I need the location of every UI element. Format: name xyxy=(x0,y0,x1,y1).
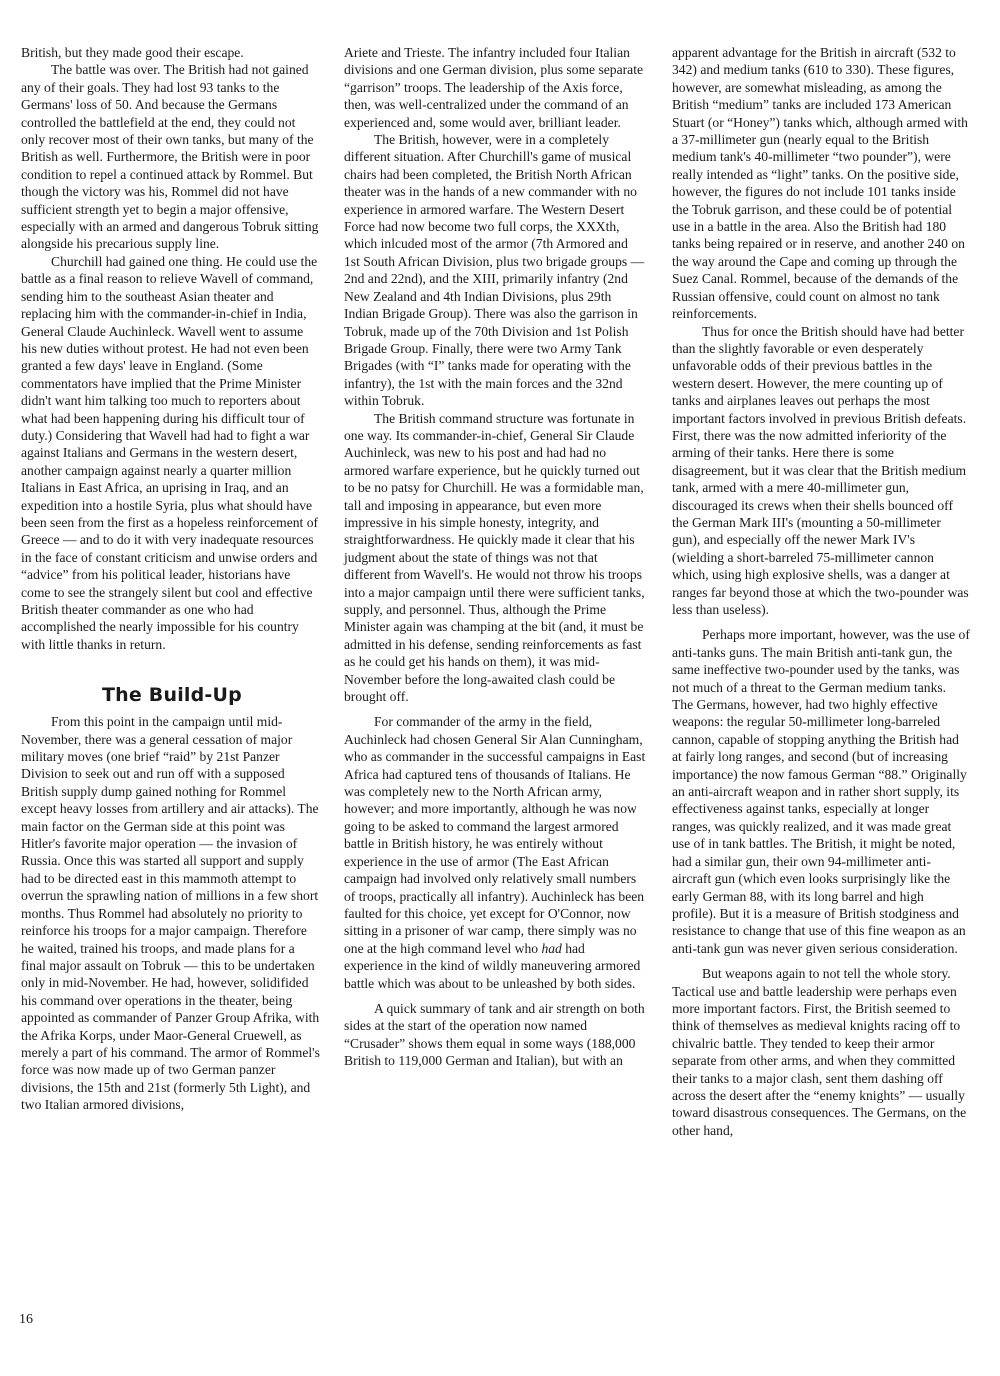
paragraph-weapons: But weapons again to not tell the whole story. Tactical use and battle leadership were perhaps even more important factors. First, the British seemed to think of themselves as medieval knights racing off to chivalric battle. They tended to keep their armor separate from other arms, and when they committed their tanks to a major clash, sent them dashing off across the desert after the “enemy knights” — usually toward disastrous consequences. The Germans, on the other hand, xyxy=(672,966,967,1138)
paragraph-anti-tank: Perhaps more important, however, was the use of anti-tanks guns. The main British anti-tank gun, the same ineffective two-pounder used by the tanks, was not much of a threat to the German medium tanks. The Germans, however, had two highly effective weapons: the regular 50-millimeter long-barreled cannon, capable of stopping anything the British had at fairly long ranges, and second (but of increasing importance) the now famous German “88.” Originally an anti-aircraft weapon and in rather short supply, its effectiveness against tanks, especially at longer ranges, was quickly realized, and it was made great use of in tank battles. The British, it might be noted, had a similar gun, their own 94-millimeter anti-aircraft gun (which even looks surprisingly like the early German 88, with its long barrel and high profile). But it is a measure of British stodginess and resistance to change that use of this fine weapon as an anti-tank gun was never given serious consideration. xyxy=(672,627,970,956)
paragraph-ariete: Ariete and Trieste. The infantry included four Italian divisions and one German division, plus some separate “garrison” troops. The leadership of the Axis force, then, was well-centralized under the command of an experienced and, some would aver, brilliant leader. xyxy=(344,45,644,130)
paragraph-battle-over: The battle was over. The British had not gained any of their goals. They had lost 93 tanks to the Germans' loss of 50. And because the Germans controlled the battlefield at the end, they could not only recover most of their own tanks, but many of the British as well. Furthermore, the British were in poor condition to repel a continued attack by Rommel. But though the victory was his, Rommel did not have sufficient strength yet to begin a major offensive, especially with an armed and dangerous Tobruk sitting alongside his precarious supply line. xyxy=(21,62,319,252)
paragraph-churchill: Churchill had gained one thing. He could use the battle as a final reason to relieve Wavell of command, sending him to the southeast Asian theater and replacing him with the commander-in-chief in India, General Claude Auchinleck. Wavell went to assume his new duties without protest. He had not even been granted a few days' leave in England. (Some commentators have implied that the Prime Minister didn't want him talking too much to reporters about what had been happening during his difficult tour of duty.) Considering that Wavell had had to fight a war against Italians and Germans in the western desert, another campaign against nearly a quarter million Italians in East Africa, an uprising in Iraq, and an expedition into a hostile Syria, plus what should have been seen from the first as a hopeless reinforcement of Greece — and to do it with very inadequate resources in the face of constant criticism and unwise orders and “advice” from his political leader, historians have come to see the strangely silent but cool and effective British theater commander as one who had accomplished the nearly impossible for his country with little thanks in return. xyxy=(21,253,319,652)
emphasis-had: had xyxy=(541,940,562,956)
page-number: 16 xyxy=(19,1312,33,1327)
text-column-right xyxy=(672,44,970,1139)
text-column-left xyxy=(21,44,321,1114)
paragraph-continued: British, but they made good their escape. xyxy=(21,45,244,60)
paragraph-command-structure: The British command structure was fortunate in one way. Its commander-in-chief, General Sir Claude Auchinleck, was new to his post and had had no armored warfare experience, but he quickly turned out to be no patsy for Churchill. He was a formidable man, tall and imposing in appearance, but even more impressive in his simple honesty, integrity, and straightforwardness. He quickly made it clear that his judgment about the state of things was not that different from Wavell's. He would not throw his troops into a major campaign until there were sufficient tanks, supply, and personnel. Thus, although the Prime Minister again was champing at the bit (and, it must be admitted in his defense, sending reinforcements as fast as he could get his hands on them), it was mid-November before the long-awaited clash could be brought off. xyxy=(344,410,645,705)
paragraph-odds: Thus for once the British should have had better than the slightly favorable or even desperately unfavorable odds of their previous battles in the western desert. However, the mere counting up of tanks and airplanes leaves out perhaps the most important factors involved in previous British defeats. First, there was the now admitted inferiority of the arming of their tanks. Here there is some disagreement, but it was clear that the British medium tank, armed with a mere 40-millimeter gun, discouraged its crews when their shells bounced off the German Mark III's (mounting a 50-millimeter gun), and especially off the newer Mark IV's (wielding a short-barreled 75-millimeter cannon which, using high explosive shells, was a danger at ranges far beyond those at which the two-pounder was less than useless). xyxy=(672,323,969,617)
paragraph-build-up: From this point in the campaign until mid-November, there was a general cessation of major military moves (one brief “raid” by 21st Panzer Division to seek out and run off with a supposed British supply dump gained nothing for Rommel except heavy losses from artillery and air attacks). The main factor on the German side at this point was Hitler's favorite major operation — the invasion of Russia. Once this was started all support and supply had to be directed east in this mammoth attempt to overrun the sprawling nation of millions in a few short months. Thus Rommel had absolutely no priority to reinforce his troops for a major campaign. Therefore he waited, trained his troops, and made plans for a final major assault on Tobruk — this to be undertaken only in mid-November. He had, however, solidifided his command over operations in the theater, being appointed as commander of Panzer Group Afrika, with the Afrika Korps, under Maor-General Cruewell, as merely a part of his command. The armor of Rommel's force was now made up of two German panzer divisions, the 15th and 21st (formerly 5th Light), and two Italian armored divisions, xyxy=(21,714,320,1113)
text-column-middle xyxy=(344,44,646,1070)
paragraph-british-situation: The British, however, were in a completely different situation. After Churchill's game of musical chairs had been completed, the British North African theater was in the hands of a new commander with no experience in armored warfare. The Western Desert Force had now become two full corps, the XXXth, which inlcuded most of the armor (7th Armored and 1st South African Division, plus two brigade groups — 2nd and 22nd), and the XIII, primarily infantry (2nd New Zealand and 4th Indian Divisions, plus 29th Indian Brigade Group). There was also the garrison in Tobruk, made up of the 70th Division and 1st Polish Brigade Group. Finally, there were two Army Tank Brigades (with “I” tanks made for operating with the infantry), the 1st with the main forces and the 32nd within Tobruk. xyxy=(344,132,645,409)
paragraph-cunningham xyxy=(344,713,646,992)
paragraph-aircraft-advantage: apparent advantage for the British in aircraft (532 to 342) and medium tanks (610 to 330). These figures, however, are somewhat misleading, as among the British “medium” tanks are included 173 American Stuart (or “Honey”) tanks which, although armed with a 37-millimeter gun (nearly equal to the British medium tank's 40-millimeter “two pounder”), were really intended as “light” tanks. On the positive side, however, the figures do not include 101 tanks inside the Tobruk garrison, and these could be of potential use in a battle in the area. Also the British had 180 tanks being repaired or in reserve, and another 240 on the way around the Cape and coming up through the Suez Canal. Rommel, because of the demands of the Russian offensive, could count on almost no tank reinforcements. xyxy=(672,45,968,322)
paragraph-cunningham-b: had experience in the kind of wildly maneuvering armored battle which was about to be unleashed by both sides. xyxy=(344,940,641,991)
paragraph-cunningham-a: For commander of the army in the field, Auchinleck had chosen General Sir Alan Cunningham, who as commander in the successful campaigns in East Africa had captured tens of thousands of Italians. He was completely new to the North African army, however; and more importantly, although he was now going to be asked to command the largest armored battle in British history, he was entirely without experience in the use of armor (The East African campaign had involved only relatively small numbers of troops, practically all infantry). Auchinleck has been faulted for this choice, yet except for O'Connor, now sitting in a prisoner of war camp, there simply was no one at the high command level who xyxy=(344,714,646,956)
section-heading: The Build-Up xyxy=(102,684,242,707)
paragraph-tank-summary: A quick summary of tank and air strength on both sides at the start of the operation now named “Crusader” shows them equal in some ways (188,000 British to 119,000 German and Italian), but with an xyxy=(344,1000,645,1069)
